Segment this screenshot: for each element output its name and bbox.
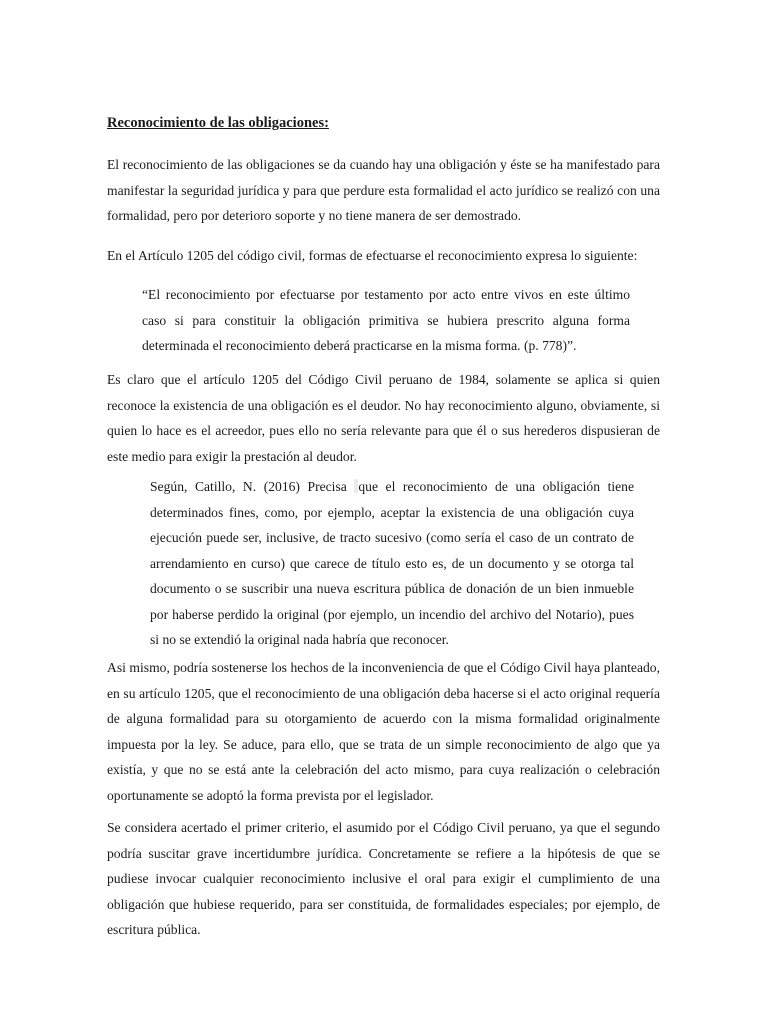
paragraph-conclusion: Se considera acertado el primer criterio, el asumido por el Código Civil peruano, ya que el segundo podría suscitar grave incertidumbre jurídica. Concretamente se refiere a la hipótesis de que se pudiese invocar cualquier reconocimiento inclusive el oral para exigir el cumplimiento de una obligación que hubiese requerido, para ser constituida, de formalidades especiales; por ejemplo, de escritura pública. — [107, 820, 660, 937]
quote-body: que el reconocimiento de una obligación tiene determinados fines, como, por ejemplo, aceptar la existencia de una obligación cuya ejecución puede ser, inclusive, de tracto sucesivo (como sería el caso de un contrato de arrendamiento en curso) que carece de título esto es, de un documento y se otorga tal documento o se suscribir una nueva escritura pública de donación de un bien inmueble por haberse perdido la original (por ejemplo, un incendio del archivo del Notario), pues si no se extendió la original nada habría que reconocer. — [150, 479, 635, 647]
paragraph-debtor-application: Es claro que el artículo 1205 del Código Civil peruano de 1984, solamente se aplica si quien reconoce la existencia de una obligación es el deudor. No hay reconocimiento alguno, obviamente, si quien lo hace es el acreedor, pues ello no sería relevante para que él o sus herederos dispusieran de este medio para exigir la prestación al deudor. — [107, 372, 660, 464]
block-quote-catillo — [150, 474, 634, 653]
section-heading: Reconocimiento de las obligaciones: — [107, 115, 329, 131]
paragraph-article-intro: En el Artículo 1205 del código civil, formas de efectuarse el reconocimiento expresa lo siguiente: — [107, 248, 638, 263]
paragraph-inconvenience: Asi mismo, podría sostenerse los hechos de la inconveniencia de que el Código Civil haya planteado, en su artículo 1205, que el reconocimiento de una obligación deba hacerse si el acto original requería de alguna formalidad para su otorgamiento de acuerdo con la misma formalidad originalmente impuesta por la ley. Se aduce, para ello, que se trata de un simple reconocimiento de algo que ya existía, y que no se está ante la celebración del acto mismo, para cuya realización o celebración oportunamente se adoptó la forma prevista por el legislador. — [107, 660, 660, 803]
quote-citation: Según, Catillo, N. (2016) Precisa — [150, 479, 347, 494]
block-quote-article-1205: “El reconocimiento por efectuarse por testamento por acto entre vivos en este último caso si para constituir la obligación primitiva se hubiera prescrito alguna forma determinada el reconocimiento deberá practicarse en la misma forma. (p. 778)”. — [142, 287, 630, 353]
paragraph-definition: El reconocimiento de las obligaciones se da cuando hay una obligación y éste se ha manifestado para manifestar la seguridad jurídica y para que perdure esta formalidad el acto jurídico se realizó con una formalidad, pero por deterioro soporte y no tiene manera de ser demostrado. — [107, 157, 660, 223]
